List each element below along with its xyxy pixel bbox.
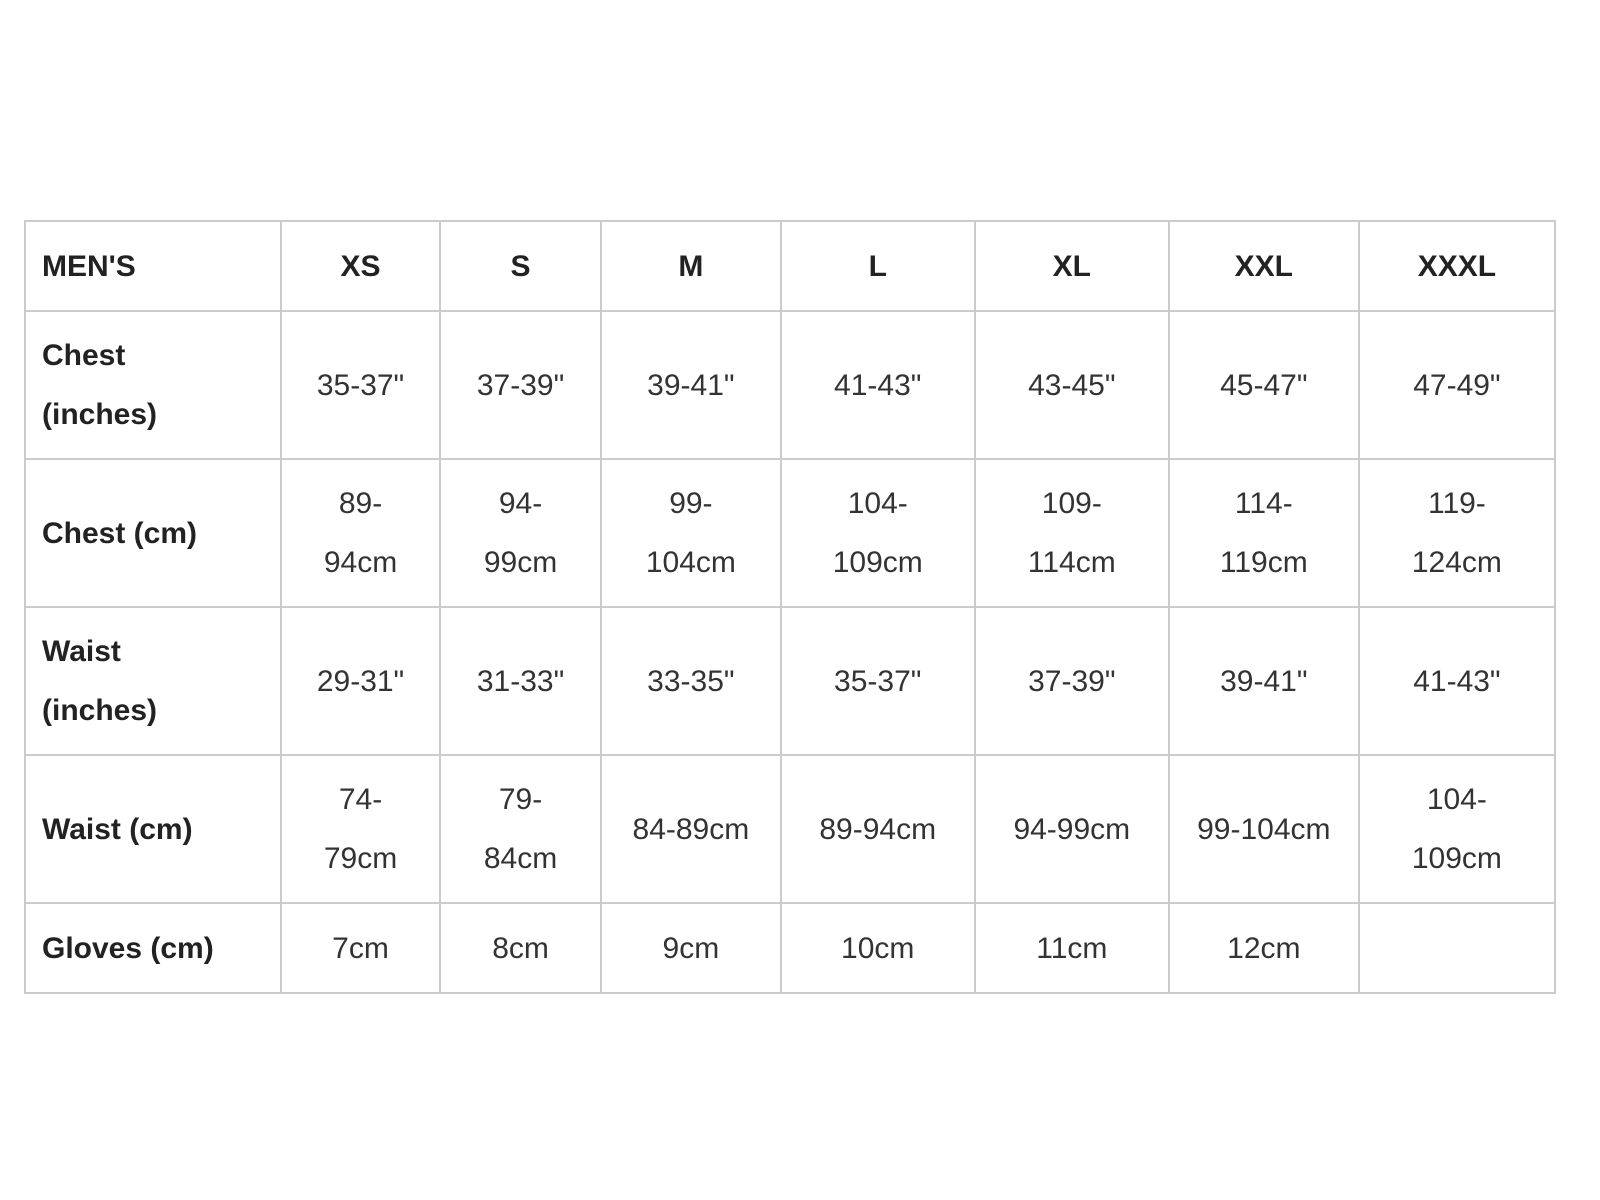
table-cell: 29-31" <box>281 607 440 755</box>
row-label-gloves-cm: Gloves (cm) <box>25 903 281 993</box>
header-size-m: M <box>601 221 781 311</box>
table-cell: 45-47" <box>1169 311 1359 459</box>
size-chart-table <box>24 220 1556 994</box>
row-label-waist-inches <box>25 607 281 755</box>
table-cell: 31-33" <box>440 607 601 755</box>
table-cell: 94-99cm <box>975 755 1169 903</box>
header-size-s: S <box>440 221 601 311</box>
cell-line2: 119cm <box>1219 546 1308 579</box>
cell-line1: 119- <box>1427 487 1486 520</box>
cell-line1: 109- <box>1041 487 1102 520</box>
row-label-line2: (inches) <box>42 398 158 431</box>
row-label-line1: Chest <box>42 339 126 372</box>
table-cell <box>440 755 601 903</box>
row-label-chest-cm: Chest (cm) <box>25 459 281 607</box>
cell-line1: 89- <box>338 487 383 520</box>
header-size-l: L <box>781 221 975 311</box>
cell-line1: 74- <box>338 783 383 816</box>
table-cell <box>781 459 975 607</box>
table-cell: 35-37" <box>781 607 975 755</box>
cell-line1: 104- <box>1426 783 1487 816</box>
table-cell <box>975 459 1169 607</box>
table-row-waist-inches <box>25 607 1555 755</box>
table-cell: 43-45" <box>975 311 1169 459</box>
cell-line1: 114- <box>1234 487 1293 520</box>
cell-line2: 104cm <box>645 546 736 579</box>
header-row <box>25 221 1555 311</box>
table-cell: 8cm <box>440 903 601 993</box>
header-size-xxxl: XXXL <box>1359 221 1555 311</box>
cell-line1: 94- <box>498 487 543 520</box>
cell-line2: 94cm <box>323 546 398 579</box>
table-cell: 33-35" <box>601 607 781 755</box>
table-cell <box>1169 459 1359 607</box>
table-cell: 9cm <box>601 903 781 993</box>
row-label-chest-inches <box>25 311 281 459</box>
table-cell: 11cm <box>975 903 1169 993</box>
table-cell: 84-89cm <box>601 755 781 903</box>
table-cell <box>281 459 440 607</box>
table-cell: 47-49" <box>1359 311 1555 459</box>
row-label-waist-cm: Waist (cm) <box>25 755 281 903</box>
table-cell: 35-37" <box>281 311 440 459</box>
cell-line1: 104- <box>847 487 908 520</box>
cell-line2: 79cm <box>323 842 398 875</box>
table-row-chest-cm <box>25 459 1555 607</box>
cell-line1: 99- <box>669 487 713 520</box>
table-cell <box>281 755 440 903</box>
cell-line2: 99cm <box>483 546 558 579</box>
table-cell: 39-41" <box>1169 607 1359 755</box>
table-cell: 89-94cm <box>781 755 975 903</box>
header-size-xxl: XXL <box>1169 221 1359 311</box>
header-size-xs: XS <box>281 221 440 311</box>
table-cell <box>1359 459 1555 607</box>
row-label-line2: (inches) <box>42 694 158 727</box>
table-cell: 41-43" <box>1359 607 1555 755</box>
header-size-xl: XL <box>975 221 1169 311</box>
table-cell: 7cm <box>281 903 440 993</box>
table-cell: 41-43" <box>781 311 975 459</box>
table-cell: 99-104cm <box>1169 755 1359 903</box>
table-cell: 39-41" <box>601 311 781 459</box>
cell-line2: 84cm <box>483 842 558 875</box>
table-cell: 10cm <box>781 903 975 993</box>
table-cell <box>601 459 781 607</box>
header-corner: MEN'S <box>25 221 281 311</box>
table-row-gloves-cm <box>25 903 1555 993</box>
cell-line2: 114cm <box>1027 546 1116 579</box>
table-cell: 37-39" <box>975 607 1169 755</box>
table-cell: 37-39" <box>440 311 601 459</box>
table-row-chest-inches <box>25 311 1555 459</box>
table-cell <box>1359 903 1555 993</box>
table-cell <box>1359 755 1555 903</box>
table-cell: 12cm <box>1169 903 1359 993</box>
cell-line2: 109cm <box>1411 842 1502 875</box>
table-row-waist-cm <box>25 755 1555 903</box>
table-cell <box>440 459 601 607</box>
cell-line2: 124cm <box>1411 546 1502 579</box>
row-label-line1: Waist <box>42 635 121 668</box>
cell-line1: 79- <box>498 783 543 816</box>
cell-line2: 109cm <box>832 546 923 579</box>
